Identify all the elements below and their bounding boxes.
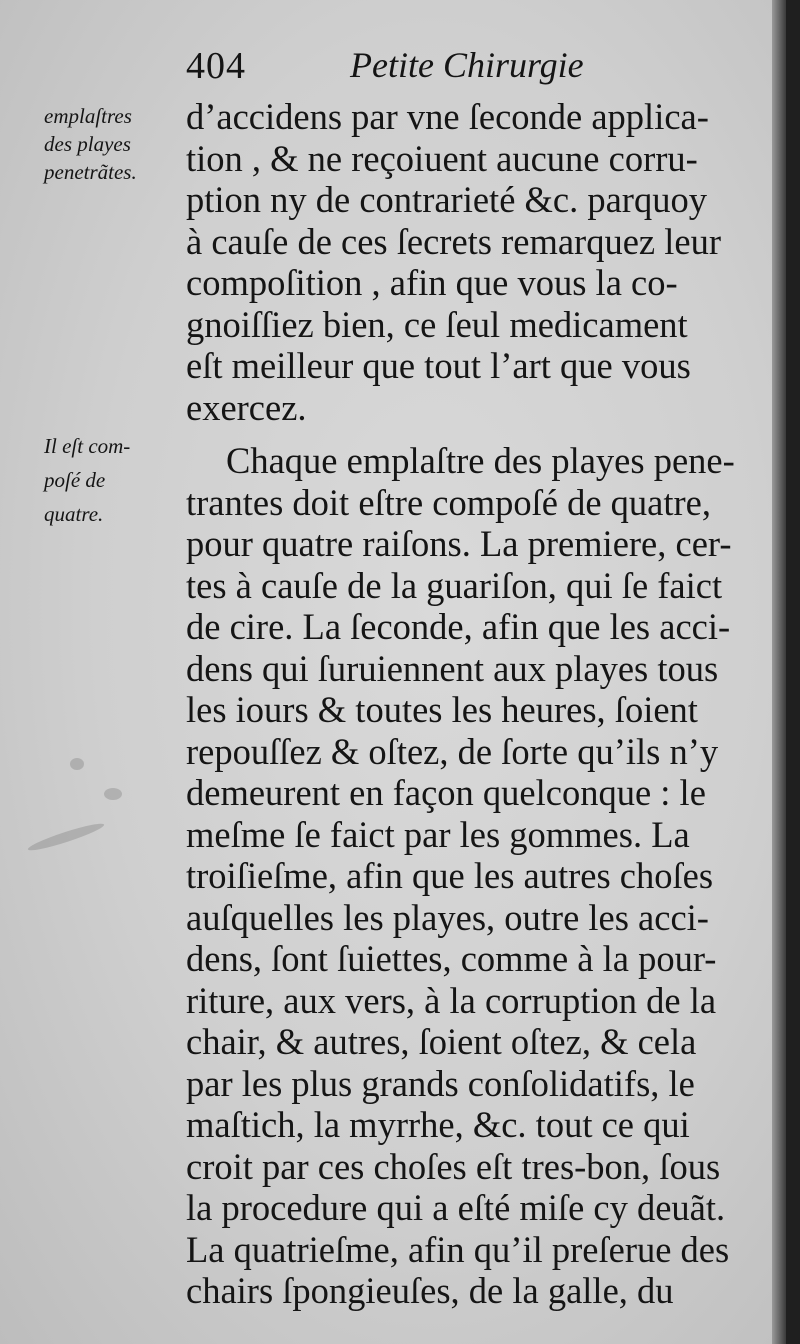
text-line: exercez. [186,386,307,428]
text-line: pour quatre raiſons. La premiere, cer- [186,523,732,564]
text-line: repouſſez & oſtez, de ſorte qu’ils n’y [186,730,719,772]
text-line: chairs ſpongieuſes, de la galle, du [186,1270,674,1311]
paragraph [186,96,742,428]
text-line: les iours & toutes les heures, ſoient [186,689,698,730]
text-line: auſquelles les playes, outre les acci- [186,896,709,938]
text-line: demeurent en façon quelconque : le [186,772,706,813]
paragraph [186,440,742,1312]
text-line: Chaque emplaſtre des playes pene- [226,440,735,481]
text-line: gnoiſſiez bien, ce ſeul medicament [186,303,688,345]
text-line: dens, ſont ſuiettes, comme à la pour- [186,938,717,979]
margin-note-line: emplaſtres [44,104,132,128]
text-line: chair, & autres, ſoient oſtez, & cela [186,1021,697,1062]
text-line: d’accidens par vne ſeconde applica- [186,96,709,137]
body-text [186,96,742,1312]
margin-note-compose [44,432,184,528]
text-line: troiſieſme, afin que les autres choſes [186,855,714,896]
text-line: compoſition , afin que vous la co- [186,262,678,303]
text-line: trantes doit eſtre compoſé de quatre, [186,481,711,523]
paper-stain [26,820,105,854]
paper-stain [70,758,84,770]
margin-note-emplastres [44,102,184,186]
text-line: meſme ſe faict par les gommes. La [186,813,690,855]
margin-note-line: penetrãtes. [44,160,137,184]
text-line: La quatrieſme, afin qu’il preſerue des [186,1228,730,1270]
text-line: riture, aux vers, à la corruption de la [186,979,717,1021]
running-title: Petite Chirurgie [350,45,584,85]
margin-note-line: Il eſt com- [44,434,131,458]
page-edge-shadow [772,0,786,1344]
margin-note-line: des playes [44,132,131,156]
text-line: dens qui ſuruiennent aux playes tous [186,647,719,689]
page-header [186,44,606,96]
text-line: ption ny de contrarieté &c. parquoy [186,179,707,220]
text-line: à cauſe de ces ſecrets remarquez leur [186,220,721,262]
text-line: tion , & ne reçoiuent aucune corru- [186,137,698,179]
text-line: eſt meilleur que tout l’art que vous [186,345,691,386]
text-line: par les plus grands conſolidatifs, le [186,1062,695,1104]
margin-note-line: poſé de [44,468,106,492]
paper-stain [104,788,122,800]
text-line: croit par ces choſes eſt tres-bon, ſous [186,1145,721,1187]
margin-note-line: quatre. [44,502,104,526]
page-number: 404 [186,45,246,87]
text-line: de cire. La ſeconde, afin que les acci- [186,606,731,647]
text-line: maſtich, la myrrhe, &c. tout ce qui [186,1104,690,1145]
text-line: tes à cauſe de la guariſon, qui ſe faict [186,564,723,606]
text-line: la procedure qui a eſté miſe cy deuãt. [186,1187,726,1228]
